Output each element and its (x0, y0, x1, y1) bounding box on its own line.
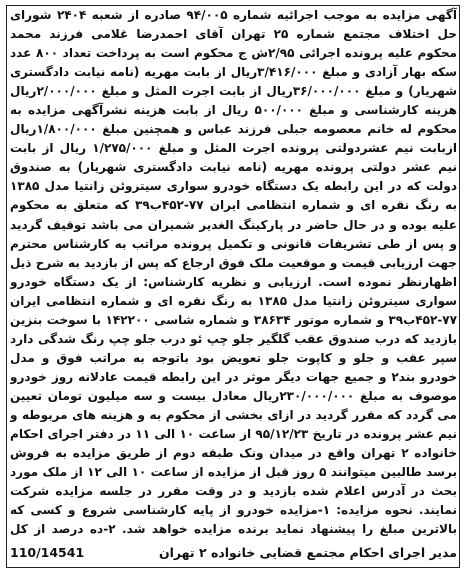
notice-code: 110/14541 (10, 544, 85, 560)
notice-footer (10, 540, 457, 564)
issuer-signature: مدیر اجرای احکام مجتمع قضایی خانواده ۲ تهران (158, 544, 457, 560)
auction-notice-text: آگهی مزایده به موجب اجرائیه شماره ۹۴/۰۰۵ صادره از شعبه ۲۴۰۴ شورای حل اختلاف مجتمع شماره ۲۵ تهران آقای احمدرضا غلامی فرزند محمد محکوم علیه پرونده اجرائی ۲/۹۵ش ج محکوم است به پرداخت تعداد ۸۰۰ عدد سکه بهار آزادی و مبلغ ۳/۴۱۶/۰۰۰ریال از بابت مهریه (نامه نیابت دادگستری شهریار) و مبلغ ۳۶/۰۰۰/۰۰۰ریال از بابت اجرت المثل و مبلغ ۲/۰۰۰/۰۰۰ریال هزینه کارشناسی و مبلغ ۵۰۰/۰۰۰ ریال از بابت هزینه نشرآگهی مزایده به محکوم له خانم معصومه جبلی فرزند عباس و همچنین مبلغ ۱/۸۰۰/۰۰۰ریال ازبابت نیم عشردولتی پرونده اجرت المثل و مبلغ ۱/۲۷۵/۰۰۰ ریال از بابت نیم عشر دولتی پرونده مهریه (نامه نیابت دادگستری شهریار) به صندوق دولت که در این رابطه یک دستگاه خودرو سواری سیتروئن زانتیا مدل ۱۳۸۵ به رنگ نقره ای و شماره انتظامی ایران ۷۷-۴۵۲ب۳۹ که متعلق به محکوم علیه بوده و در حال حاضر در پارکینگ الغدیر شمیران می باشد توقیف گردید و پس از طی تشریفات قانونی و تکمیل پرونده مراتب به کارشناس محترم جهت ارزیابی قیمت و موقعیت ملک فوق ارجاع که پس از بازدید به شرح ذیل اظهارنظر نموده است. ارزیابی و نظریه کارشناس: از یک دستگاه خودرو سواری سیتروئن زانتیا مدل ۱۳۸۵ به رنگ نقره ای و شماره انتظامی ایران ۷۷-۴۵۲ب۳۹ و شماره موتور ۳۸۶۳۴ و شماره شاسی ۱۴۲۲۰۰ با سوخت بنزین بازدید که درب صندوق عقب گلگیر جلو چپ ئو درب جلو چپ رنگ شدگی دارد سپر عقب و جلو و کاپوت جلو تعویض بود باتوجه به مراتب فوق و مدل خودرو بند۲ و جمیع جهات دیگر موثر در این رابطه قیمت عادلانه روز خودرو موصوف به مبلغ ۲۳۰/۰۰۰/۰۰۰ریال معادل بیست و سه میلیون تومان تعیین می گردد که مقرر گردید در ازای بخشی از محکوم به و هزینه های مربوطه و نیم عشر پرونده در تاریخ ۹۵/۱۲/۲۳ از ساعت ۱۰ الی ۱۱ در دفتر اجرای احکام خانواده ۲ تهران واقع در میدان ونک طبقه دوم از طریق مزایده به فروش برسد طالبین میتوانند ۵ روز قبل از مزایده از ساعت ۱۰ الی ۱۲ از ملک مورد بحث در آدرس اعلام شده بازدید و در وقت مقرر در جلسه مزایده شرکت نمایند. نحوه مزایده: ۱-مزایده خودرو از پایه کارشناسی شروع و کسی که بالاترین مبلغ را پیشنهاد نماید برنده مزایده خواهد شد. ۲-ده درصد از کل (10, 8, 457, 536)
